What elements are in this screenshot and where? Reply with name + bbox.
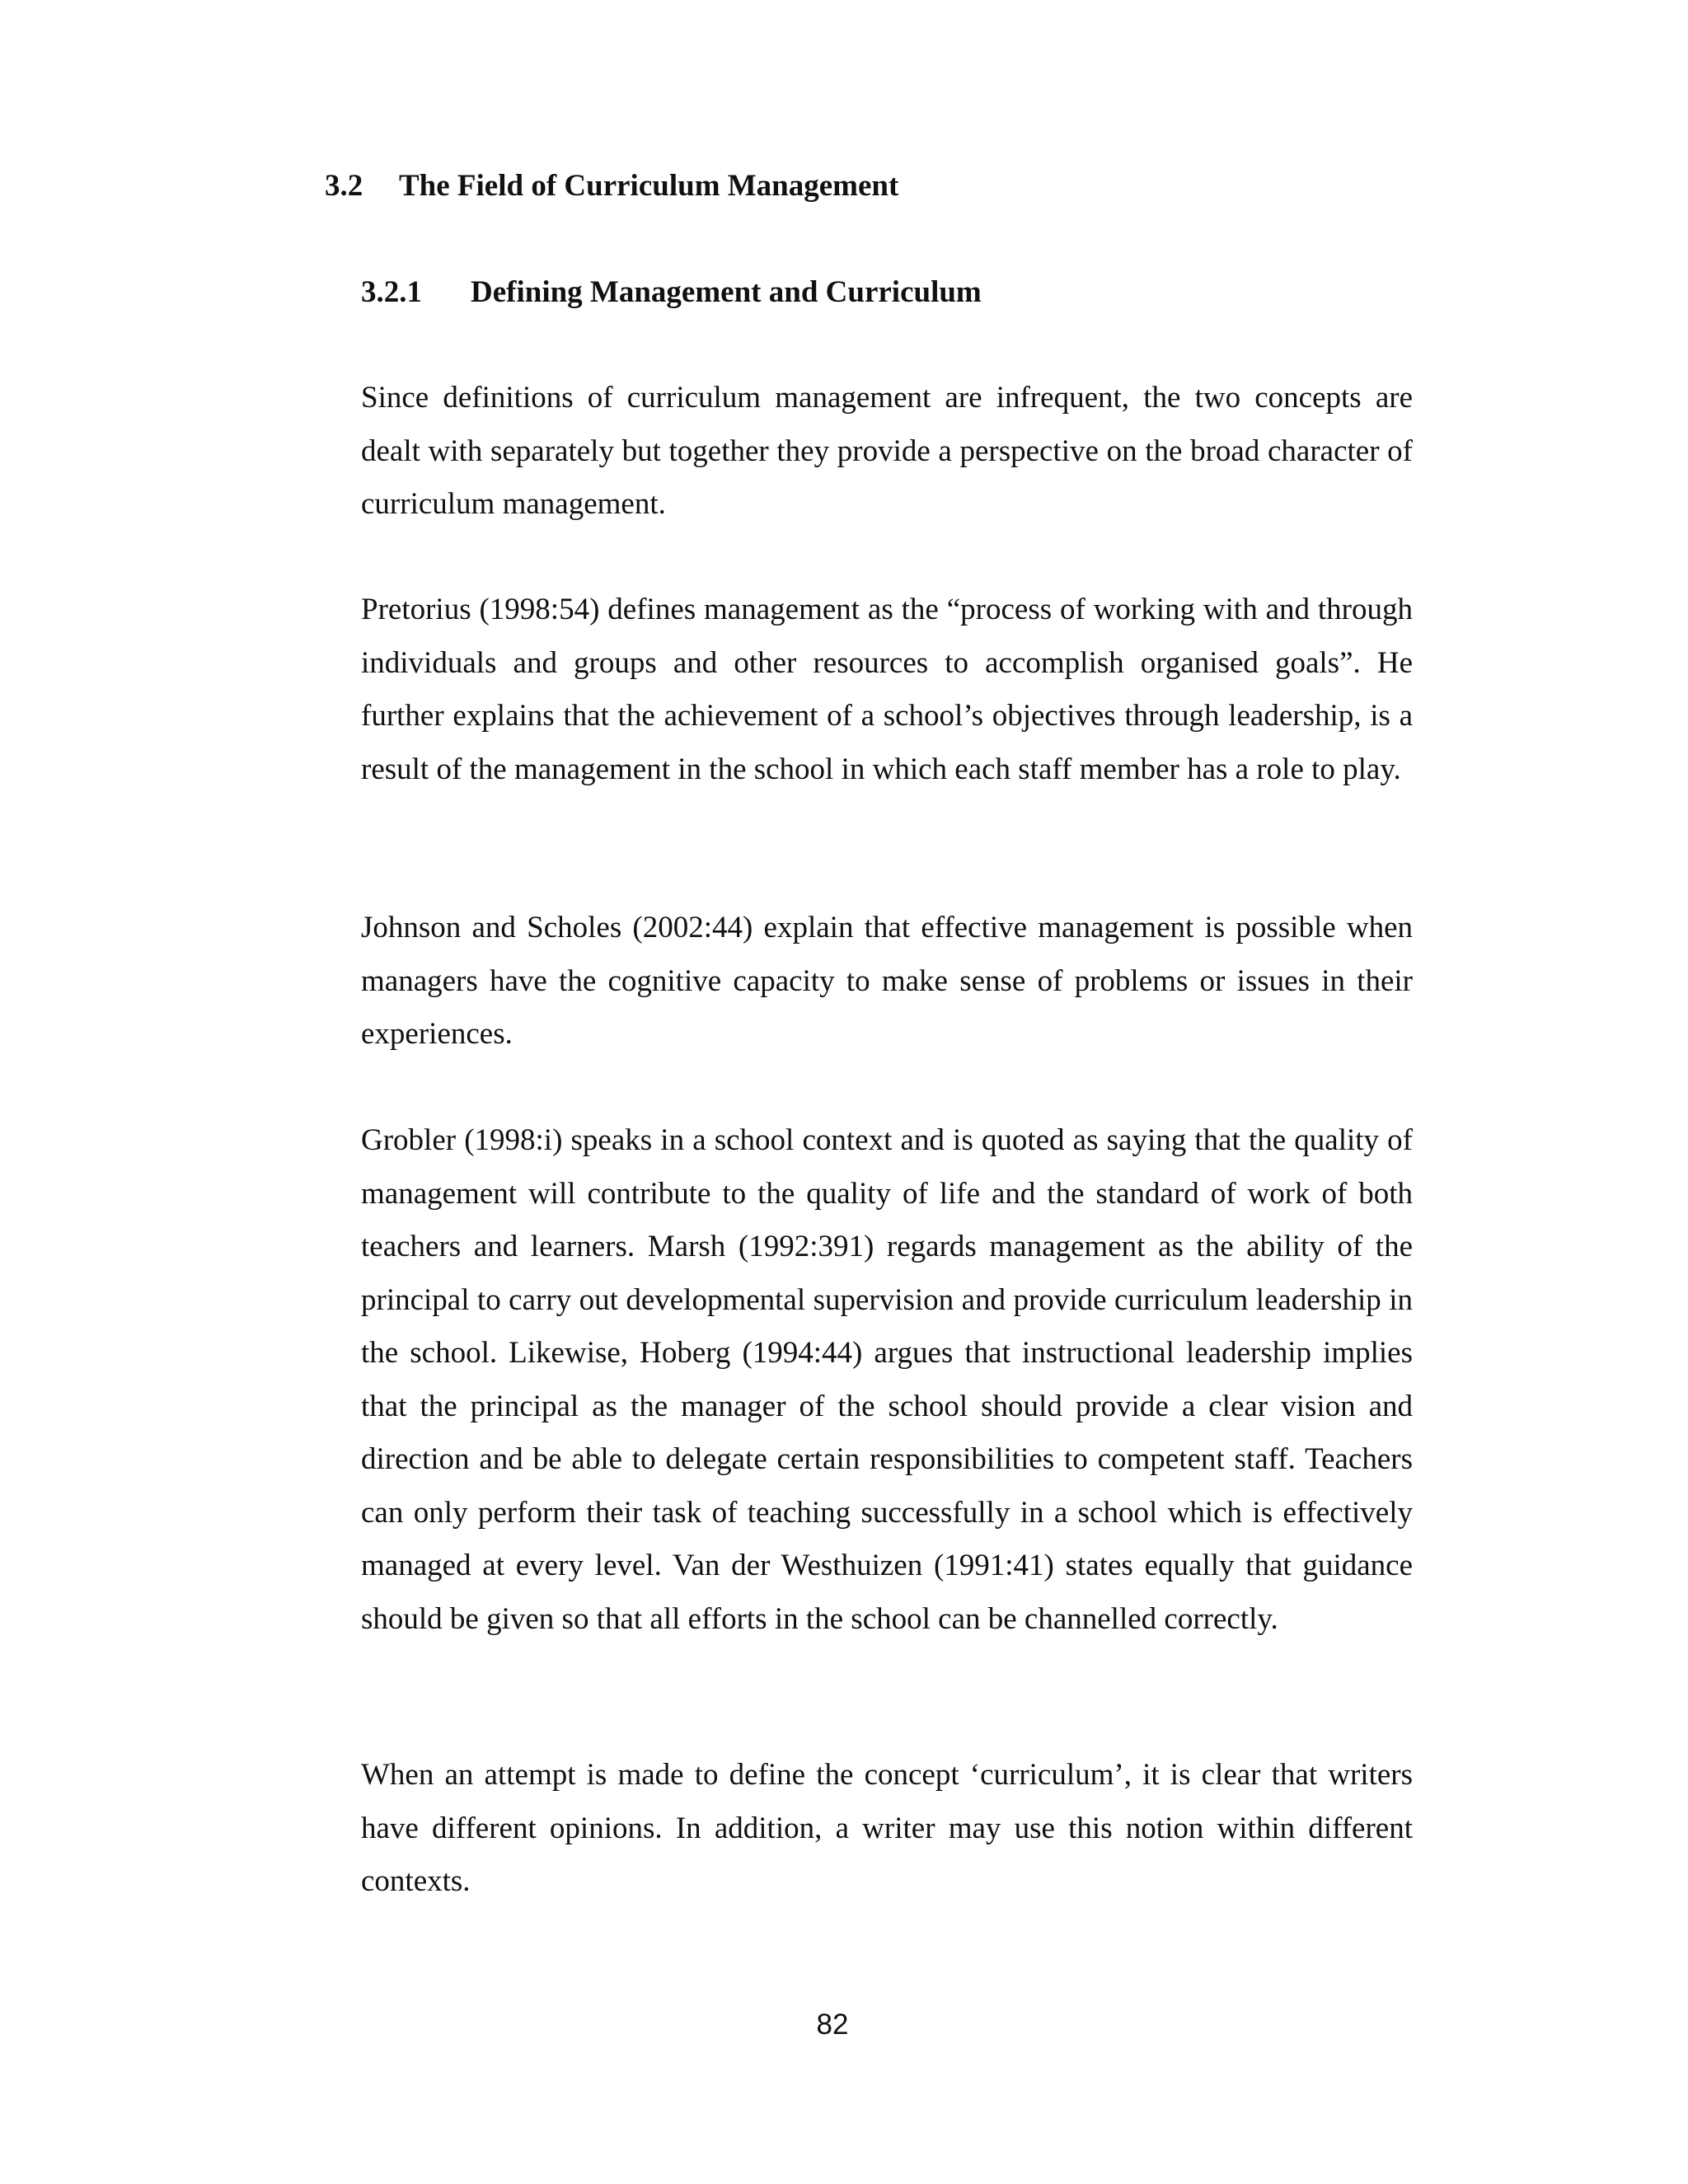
subsection-heading: [361, 274, 982, 311]
section-number: 3.2: [325, 169, 363, 203]
paragraph-johnson-scholes: Johnson and Scholes (2002:44) explain that effective management is possible when managers have the cognitive capacity to make sense of problems or issues in their experiences.: [361, 911, 1413, 1051]
section-title: The Field of Curriculum Management: [399, 169, 899, 203]
section-heading: [325, 168, 898, 204]
page-number: 82: [816, 2008, 849, 2041]
paragraph-curriculum-concept: When an attempt is made to define the concept ‘curriculum’, it is clear that writers have different opinions. In addition, a writer may use this notion within different contexts.: [361, 1758, 1413, 1898]
paragraph-pretorius: Pretorius (1998:54) defines management as the “process of working with and through individuals and groups and other resources to accomplish organised goals”. He further explains that the achievement of a school’s objectives through leadership, is a result of the management in the school in which each staff member has a role to play.: [361, 593, 1413, 786]
subsection-number: 3.2.1: [361, 275, 422, 309]
subsection-title: Defining Management and Curriculum: [471, 275, 982, 309]
paragraph-grobler: Grobler (1998:i) speaks in a school context and is quoted as saying that the quality of management will contribute to the quality of life and the standard of work of both teachers and learners. Marsh (1992:391) regards management as the ability of the principal to carry out developmental supervision and provide curriculum leadership in the school. Likewise, Hoberg (1994:44) argues that instructional leadership implies that the principal as the manager of the school should provide a clear vision and direction and be able to delegate certain responsibilities to competent staff. Teachers can only perform their task of teaching successfully in a school which is effectively managed at every level. Van der Westhuizen (1991:41) states equally that guidance should be given so that all efforts in the school can be channelled correctly.: [361, 1123, 1413, 1636]
paragraph-definitions-intro: Since definitions of curriculum management are infrequent, the two concepts are dealt with separately but together they provide a perspective on the broad character of curriculum management.: [361, 381, 1413, 521]
